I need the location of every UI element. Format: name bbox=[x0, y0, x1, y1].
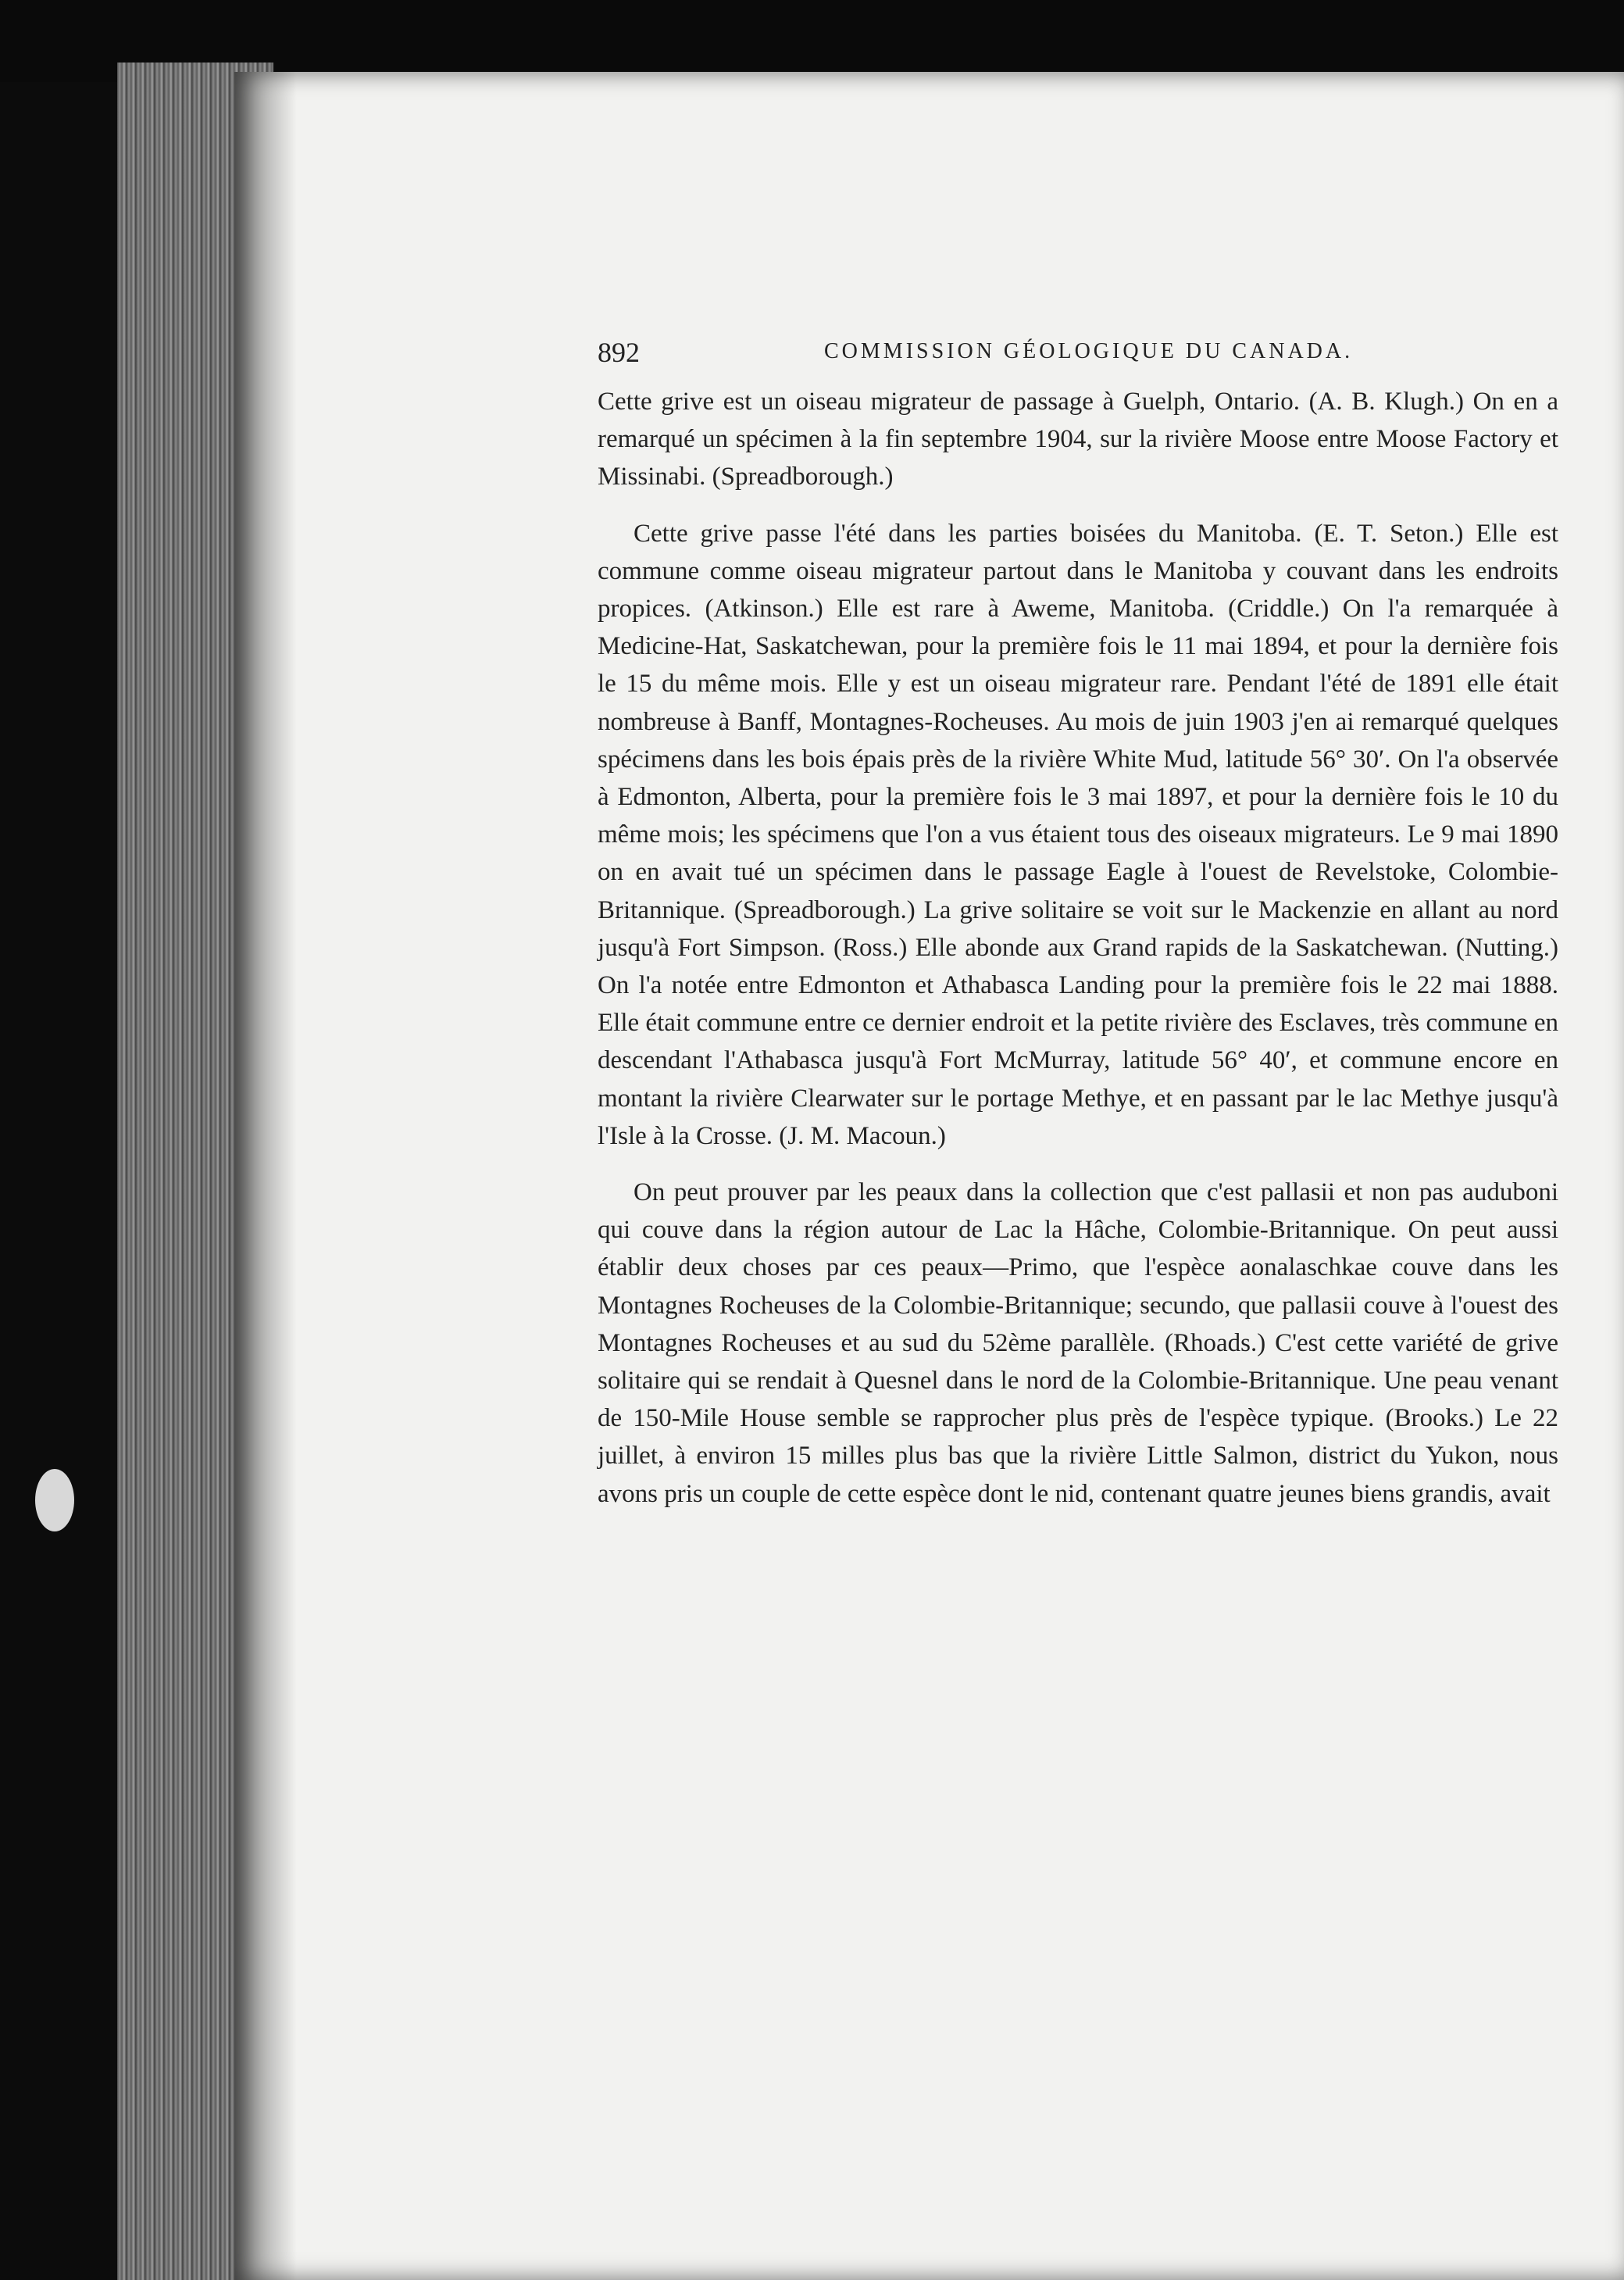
running-title: COMMISSION GÉOLOGIQUE DU CANADA. bbox=[824, 339, 1354, 363]
gutter-shadow bbox=[234, 72, 297, 2280]
page-number: 892 bbox=[598, 337, 640, 368]
scan-artifact bbox=[35, 1469, 74, 1531]
running-head bbox=[598, 336, 1558, 383]
paragraph-3: On peut prouver par les peaux dans la collection que c'est pallasii et non pas auduboni qui couve dans la région autour de Lac la Hâche, Colombie-Britannique. On peut aussi établir deux choses par ces peaux—Primo, que l'espèce aonalaschkae couve dans les Montagnes Rocheuses de la Colombie-Britannique; secundo, que pallasii couve à l'ouest des Montagnes Rocheuses et au sud du 52ème parallèle. (Rhoads.) C'est cette variété de grive solitaire qui se rendait à Quesnel dans le nord de la Colombie-Britannique. Une peau venant de 150-Mile House semble se rapprocher plus près de l'espèce typique. (Brooks.) Le 22 juillet, à environ 15 milles plus bas que la rivière Little Salmon, district du Yukon, nous avons pris un couple de cette espèce dont le nid, contenant quatre jeunes biens grandis, avait bbox=[598, 1178, 1558, 1508]
paragraph-1: Cette grive est un oiseau migrateur de passage à Guelph, Ontario. (A. B. Klugh.) On en a remarqué un spécimen à la fin septembre 1904, sur la rivière Moose entre Moose Factory et Missinabi. (Spreadborough.) bbox=[598, 388, 1558, 491]
text-block bbox=[598, 336, 1558, 1513]
paragraph-2: Cette grive passe l'été dans les parties boisées du Manitoba. (E. T. Seton.) Elle est commune comme oiseau migrateur partout dans le Manitoba y couvant dans les endroits propices. (Atkinson.) Elle est rare à Aweme, Manitoba. (Criddle.) On l'a remarquée à Medicine-Hat, Saskatchewan, pour la première fois le 11 mai 1894, et pour la dernière fois le 15 du même mois. Elle y est un oiseau migrateur rare. Pendant l'été de 1891 elle était nombreuse à Banff, Montagnes-Rocheuses. Au mois de juin 1903 j'en ai remarqué quelques spécimens dans les bois épais près de la rivière White Mud, latitude 56° 30′. On l'a observée à Edmonton, Alberta, pour la première fois le 3 mai 1897, et pour la dernière fois le 10 du même mois; les spécimens que l'on a vus étaient tous des oiseaux migrateurs. Le 9 mai 1890 on en avait tué un spécimen dans le passage Eagle à l'ouest de Revelstoke, Colombie-Britannique. (Spreadborough.) La grive solitaire se voit sur le Mackenzie en allant au nord jusqu'à Fort Simpson. (Ross.) Elle abonde aux Grand rapids de la Saskatchewan. (Nutting.) On l'a notée entre Edmonton et Athabasca Landing pour la première fois le 22 mai 1888. Elle était commune entre ce dernier endroit et la petite rivière des Esclaves, très commune en descendant l'Athabasca jusqu'à Fort McMurray, latitude 56° 40′, et commune encore en montant la rivière Clearwater sur le portage Methye, et en passant par le lac Methye jusqu'à l'Isle à la Crosse. (J. M. Macoun.) bbox=[598, 519, 1558, 1150]
